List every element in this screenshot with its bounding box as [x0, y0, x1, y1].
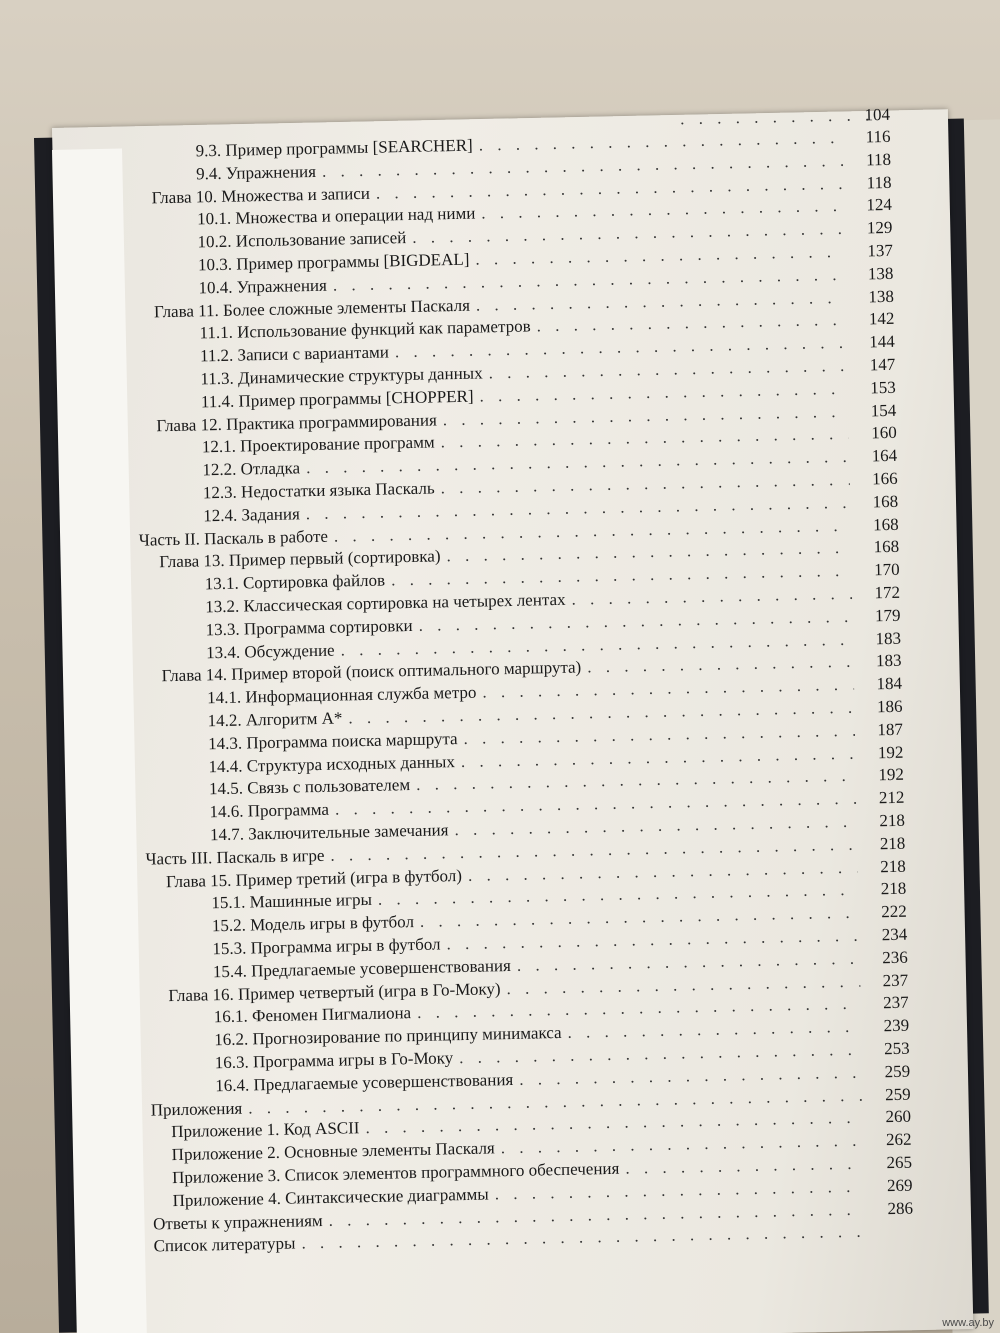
toc-page-number: 164 — [871, 445, 898, 466]
toc-entry-title: 14.3. Программа поиска маршрута — [207, 728, 458, 754]
toc-page-number: 259 — [884, 1061, 911, 1081]
toc-entry-title: 16.3. Программа игры в Го-Моку — [214, 1048, 454, 1073]
toc-entry-title: 11.3. Динамические структуры данных — [200, 363, 483, 389]
toc-page-number: 253 — [883, 1038, 910, 1059]
toc-page-number: 168 — [872, 514, 899, 534]
toc-page-number: 104 — [864, 104, 891, 125]
toc-page-number: 187 — [877, 719, 904, 740]
toc-page-number: 239 — [883, 1015, 910, 1036]
toc-entry-title: 10.1. Множества и операции над ними — [196, 203, 476, 229]
toc-page-number: 269 — [886, 1175, 913, 1195]
toc-entry-title: 14.1. Информационная служба метро — [206, 682, 477, 708]
toc-entry-title: 14.5. Связь с пользователем — [208, 775, 411, 799]
toc-entry-title: 16.2. Прогнозирование по принципу минимакса — [214, 1023, 562, 1050]
toc-page-number: 179 — [874, 605, 901, 626]
toc-entry-title: Приложения — [150, 1098, 243, 1120]
toc-entry-title: Список литературы — [153, 1233, 296, 1256]
toc-page-number: 218 — [880, 879, 907, 899]
toc-page-number: 192 — [878, 765, 905, 785]
toc-page-number: 170 — [873, 559, 900, 580]
toc-page-number: 262 — [885, 1129, 912, 1150]
toc-entry-title: 12.1. Проектирование программ — [201, 432, 435, 457]
toc-entry-title: 15.3. Программа игры в футбол — [212, 934, 441, 959]
toc-page-number: 147 — [869, 354, 896, 375]
toc-page-number: 236 — [882, 947, 908, 968]
toc-entry-title: 16.1. Феномен Пигмалиона — [213, 1003, 412, 1027]
toc-page-number: 138 — [867, 263, 894, 284]
toc-entry-title: 9.3. Пример программы [SEARCHER] — [195, 135, 473, 161]
toc-entry-title: 13.2. Классическая сортировка на четырех лентах — [205, 589, 566, 617]
toc-page-number: 118 — [866, 172, 892, 192]
toc-page-number: 218 — [879, 810, 906, 831]
toc-page-number: 137 — [867, 240, 894, 261]
toc-entry-title: Приложение 2. Основные элементы Паскаля — [171, 1138, 495, 1165]
toc-entry-title: 11.2. Записи с вариантами — [199, 342, 390, 366]
toc-entry-title: Глава 10. Множества и записи — [151, 183, 371, 207]
toc-entry-title: 15.4. Предлагаемые усовершенствования — [212, 955, 512, 982]
toc-entry-title: 13.4. Обсуждение — [205, 640, 335, 662]
toc-entry-title: Глава 16. Пример четвертый (игра в Го-Моку) — [168, 978, 501, 1005]
toc-page-number: 222 — [881, 901, 907, 922]
toc-page-number: 168 — [872, 491, 899, 512]
toc-entry-title: 10.3. Пример программы [BIGDEAL] — [197, 249, 470, 275]
toc-page-number: 160 — [871, 423, 897, 443]
toc-entry-title: 14.2. Алгоритм А* — [207, 708, 343, 731]
toc-entry-title: Приложение 4. Синтаксические диаграммы — [172, 1184, 489, 1210]
toc-entry-title: 13.3. Программа сортировки — [205, 615, 413, 640]
toc-page-number: 154 — [870, 400, 897, 420]
toc-page-number: 218 — [879, 833, 906, 854]
toc-page-number: 259 — [884, 1084, 911, 1104]
toc-entry-title: 15.2. Модель игры в футбол — [211, 912, 415, 936]
toc-page-number: 183 — [875, 651, 902, 671]
toc-entry-title: Ответы к упражнениям — [152, 1210, 323, 1234]
toc-page-number: 142 — [868, 309, 895, 329]
toc-entry-title: 13.1. Сортировка файлов — [204, 570, 386, 594]
toc-page-number: 186 — [876, 696, 903, 717]
toc-entry-title: 10.4. Упражнения — [198, 275, 328, 298]
toc-page-number: 260 — [885, 1107, 912, 1127]
watermark-credit: www.ay.by — [942, 1317, 994, 1329]
toc-entry-title: 11.4. Пример программы [CHOPPER] — [200, 386, 474, 412]
toc-entry-title: 12.3. Недостатки языка Паскаль — [202, 478, 435, 503]
toc-entry-title: 16.4. Предлагаемые усовершенствования — [215, 1069, 514, 1096]
toc-entry-title: 12.4. Задания — [203, 504, 301, 526]
toc-entry-title: 9.4. Упражнения — [195, 161, 317, 184]
toc-entry-title: Глава 15. Пример третий (игра в футбол) — [165, 865, 463, 891]
toc-entry-title: Глава 13. Пример первый (сортировка) — [159, 546, 441, 572]
toc-page-number: 129 — [866, 218, 893, 238]
toc-page-number: 212 — [878, 787, 905, 808]
toc-entry-title: 14.7. Заключительные замечания — [209, 820, 449, 845]
toc-entry-title: 11.1. Использование функций как параметров — [199, 316, 531, 343]
toc-page-number: 172 — [874, 582, 901, 603]
toc-page-number: 116 — [865, 126, 891, 147]
toc-page-number: 192 — [877, 742, 904, 762]
toc-page-number: 168 — [873, 537, 900, 557]
toc-entry-title: Глава 12. Практика программирования — [156, 410, 437, 435]
toc-page-number: 237 — [882, 993, 909, 1013]
toc-entry-title: Приложение 3. Список элементов программного обеспечения — [171, 1158, 620, 1188]
toc-page-number: 184 — [876, 673, 903, 694]
toc-page-number: 118 — [865, 149, 892, 170]
toc-page-number: 265 — [886, 1152, 913, 1173]
toc-page-number: 183 — [875, 628, 902, 648]
toc-entry-title: 12.2. Отладка — [202, 458, 301, 480]
toc-entry-title: Часть II. Паскаль в работе — [138, 526, 329, 550]
toc-entry-title: 14.4. Структура исходных данных — [208, 751, 456, 776]
toc-page-number: 138 — [868, 286, 895, 306]
toc-entry-title: Глава 14. Пример второй (поиск оптимального маршрута) — [161, 657, 582, 686]
toc-entry-title: 10.2. Использование записей — [197, 228, 407, 252]
toc-page-number: 166 — [871, 468, 898, 489]
toc-entry-title: Приложение 1. Код ASCII — [171, 1118, 360, 1142]
toc-entry-title: Часть III. Паскаль в игре — [145, 845, 325, 869]
toc-page-number: 124 — [866, 195, 893, 215]
toc-page-number: 286 — [887, 1198, 914, 1218]
toc-entry-title: 14.6. Программа — [209, 799, 330, 822]
toc-entry-title: Глава 11. Более сложные элементы Паскаля — [153, 295, 471, 321]
toc-page-number: 153 — [870, 377, 896, 398]
toc-page-number: 218 — [880, 856, 906, 876]
toc-page-number: 234 — [881, 924, 908, 945]
toc-page-number: 144 — [869, 332, 896, 352]
toc-page-number: 237 — [882, 970, 909, 990]
toc-entry-title: 15.1. Машинные игры — [211, 890, 373, 913]
